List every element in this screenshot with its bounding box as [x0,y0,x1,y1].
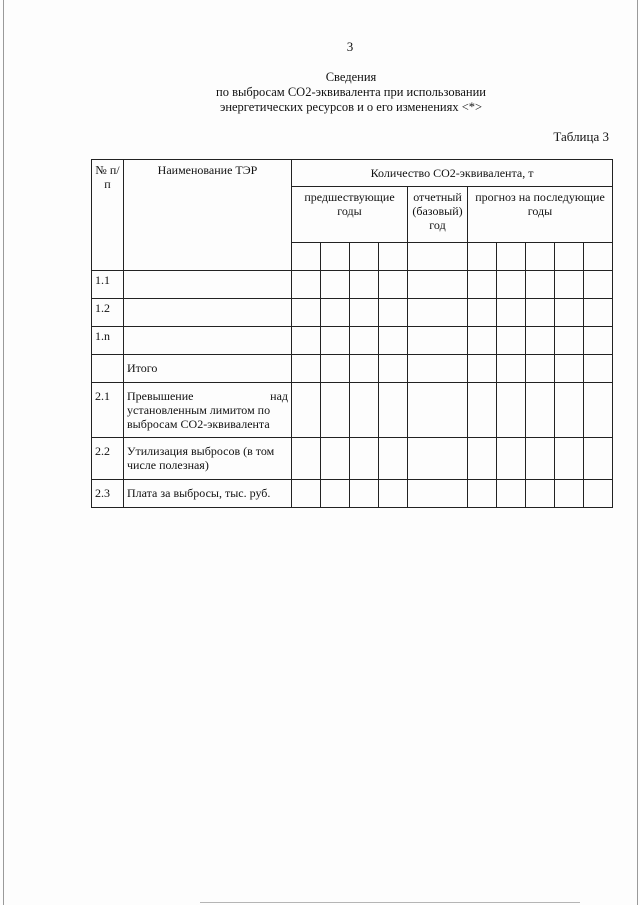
page-edge-left [3,0,4,905]
table-row [92,383,613,438]
table-cell [555,243,584,271]
header-forecast-years: прогноз на последующие годы [468,187,613,243]
header-number: № п/п [92,160,124,271]
page-number: 3 [346,39,354,54]
table-row [92,299,613,327]
row-name [124,383,292,438]
row-name-first-line [127,389,288,403]
title-line-1: Сведения [325,70,377,84]
table-cell [526,243,555,271]
table-row [92,271,613,299]
table-cell [379,243,408,271]
row-name-rest: установленным лимитом по выбросам CO2-эквивалента [127,403,271,431]
title-line-2: по выбросам CO2-эквивалента при использовании [216,85,486,99]
header-previous-years: предшествующие годы [292,187,408,243]
table-row [92,327,613,355]
row-number: 1.2 [92,299,124,327]
row-name: Плата за выбросы, тыс. руб. [124,480,292,508]
table-label: Таблица 3 [553,129,609,144]
table-row [92,355,613,383]
table-cell [497,243,526,271]
table-cell [468,243,497,271]
header-name: Наименование ТЭР [124,160,292,271]
row-number: 1.n [92,327,124,355]
row-number: 2.3 [92,480,124,508]
row-number: 1.1 [92,271,124,299]
page-edge-right [637,0,638,905]
table-cell [350,243,379,271]
row-name [124,299,292,327]
header-quantity: Количество CO2-эквивалента, т [292,160,613,187]
header-reporting-year: отчетный (базовый) год [408,187,468,243]
row-name [124,327,292,355]
document-title [0,70,640,115]
row-number: 2.2 [92,438,124,480]
emissions-table [91,159,613,508]
title-line-3: энергетических ресурсов и о его изменениях <*> [219,100,483,114]
table-row [92,438,613,480]
row-name-word: над [270,389,288,403]
table-cell [584,243,613,271]
row-name: Утилизация выбросов (в том числе полезная) [124,438,292,480]
table-cell [408,243,468,271]
table-cell [321,243,350,271]
row-name: Итого [124,355,292,383]
table-row [92,480,613,508]
row-name [124,271,292,299]
row-number: 2.1 [92,383,124,438]
page-edge-bottom [200,902,580,903]
table-cell [292,243,321,271]
row-name-word: Превышение [127,389,194,403]
row-number [92,355,124,383]
